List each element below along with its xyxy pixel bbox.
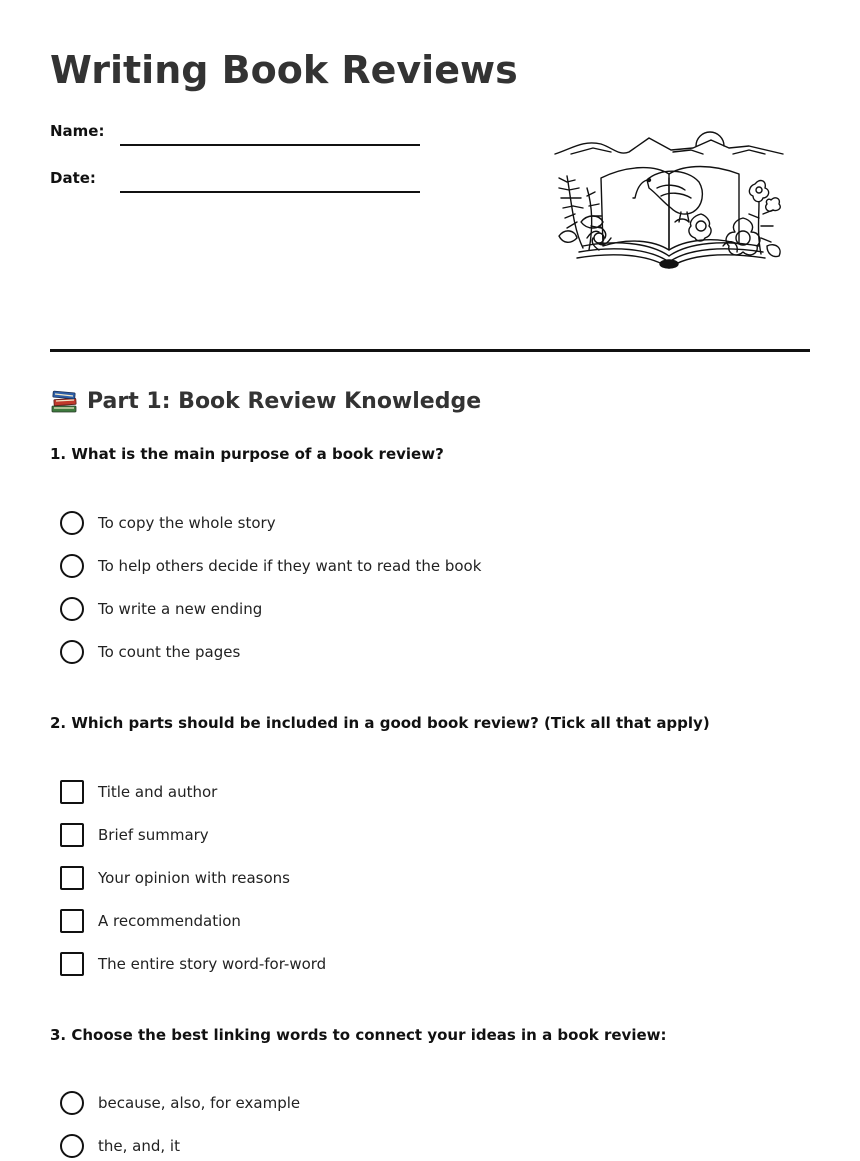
- option-label: because, also, for example: [98, 1094, 301, 1112]
- radio-button[interactable]: [60, 1134, 84, 1158]
- date-label: Date:: [50, 169, 96, 187]
- radio-button[interactable]: [60, 597, 84, 621]
- checkbox[interactable]: [60, 823, 84, 847]
- part1-heading-text: Part 1: Book Review Knowledge: [87, 388, 482, 414]
- q3-option-1[interactable]: [60, 1091, 300, 1115]
- option-label: To copy the whole story: [98, 514, 276, 532]
- option-label: The entire story word-for-word: [98, 955, 327, 973]
- name-field-row: [50, 122, 420, 140]
- q2-option-3[interactable]: [60, 866, 290, 890]
- q2-option-1[interactable]: [60, 780, 217, 804]
- option-label: Brief summary: [98, 826, 209, 844]
- option-label: To help others decide if they want to read the book: [98, 557, 482, 575]
- q1-option-2[interactable]: [60, 554, 481, 578]
- option-label: the, and, it: [98, 1137, 180, 1155]
- part1-heading: [50, 388, 481, 414]
- date-input-line[interactable]: [120, 191, 420, 193]
- radio-button[interactable]: [60, 1091, 84, 1115]
- checkbox[interactable]: [60, 780, 84, 804]
- radio-button[interactable]: [60, 511, 84, 535]
- page-title: Writing Book Reviews: [50, 48, 518, 92]
- option-label: To count the pages: [98, 643, 241, 661]
- checkbox[interactable]: [60, 866, 84, 890]
- q2-option-4[interactable]: [60, 909, 241, 933]
- q2-option-2[interactable]: [60, 823, 209, 847]
- books-icon: [50, 388, 78, 414]
- radio-button[interactable]: [60, 640, 84, 664]
- option-label: To write a new ending: [98, 600, 263, 618]
- date-field-row: [50, 169, 420, 187]
- option-label: Title and author: [98, 783, 218, 801]
- option-label: Your opinion with reasons: [98, 869, 290, 887]
- name-label: Name:: [50, 122, 105, 140]
- checkbox[interactable]: [60, 952, 84, 976]
- question-2: 2. Which parts should be included in a good book review? (Tick all that apply): [50, 714, 710, 732]
- checkbox[interactable]: [60, 909, 84, 933]
- q1-option-1[interactable]: [60, 511, 276, 535]
- question-3: 3. Choose the best linking words to connect your ideas in a book review:: [50, 1026, 667, 1044]
- name-input-line[interactable]: [120, 144, 420, 146]
- radio-button[interactable]: [60, 554, 84, 578]
- kiwi-book-illustration-icon: [553, 118, 787, 272]
- q1-option-4[interactable]: [60, 640, 240, 664]
- q3-option-2[interactable]: [60, 1134, 180, 1158]
- q1-option-3[interactable]: [60, 597, 262, 621]
- header-divider: [50, 349, 810, 352]
- q2-option-5[interactable]: [60, 952, 326, 976]
- question-1: 1. What is the main purpose of a book review?: [50, 445, 444, 463]
- option-label: A recommendation: [98, 912, 241, 930]
